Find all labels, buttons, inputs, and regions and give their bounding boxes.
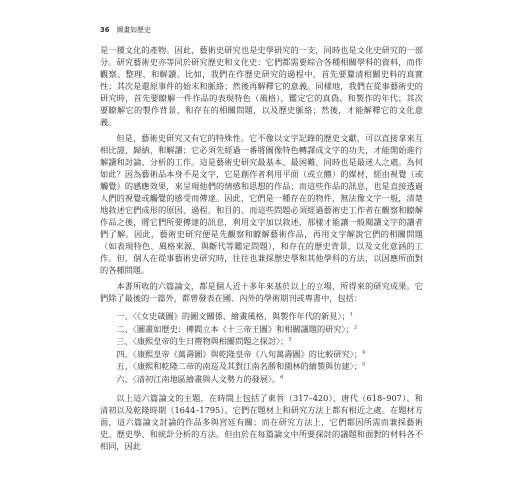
list-item	[116, 323, 423, 336]
footnote-ref: 1	[349, 311, 353, 318]
paper-title: 二、〈圖畫如歷史：傳閻立本《十三帝王圖》和相關議題的研究〉；	[116, 323, 354, 334]
page-number: 36	[100, 26, 110, 34]
list-item	[116, 348, 423, 361]
paragraph-art-history-specificity: 但是，藝術史研究又有它的特殊性。它不像以文字記錄的歷史文獻，可以直接拿來互相比證、歸納、和解讀；它必須先經過一番將圖像特色轉譯成文字的功夫，才能開始進行解讀和討論、分析的工作。這是藝術史研究最基本、最困難、同時也是最迷人之處。為何如此？因為藝術品本身不是文字，它是創作者利用平面（或立體）的媒材，經由視覺（或觸覺）的感應效果，來呈現他們的情感和思想的作品；而這些作品的訊息，也是直接透過人們的視覺或觸覺的感受而傳達。因此，它們是一種存在的物件，無法像文字一般，清楚地敘述它們成形的原因、過程、和目的。而這些問題必須經過藝術史工作者在觀察和瞭解作品之後，將它們所要傳達的訊息，利用文字加以敘述，那樣才能讓一般閱讀文字的讀者們了解。因此，藝術史研究便是先觀察和瞭解藝術作品，再用文字解說它們的相關問題（如表現特色、風格來源、與斷代等鑑定問題），和存在的歷史背景，以及文化意涵的工作。但，個人在從事藝術史研究時，往往也兼採歷史學和其他學科的方法，以因應所面對的各種問題。	[100, 133, 423, 275]
body-text	[100, 44, 423, 452]
footnote-ref: 2	[353, 323, 358, 330]
book-title: 圖畫如歷史	[116, 26, 151, 34]
list-item	[116, 360, 423, 373]
footnote-ref: 4	[362, 349, 366, 356]
footnote-ref: 5	[362, 361, 366, 368]
paper-title: 五、〈康熙和乾隆二帝的南巡及其對江南名勝和園林的繪製與仿建〉；	[116, 361, 363, 372]
paper-title: 四、〈康熙皇帝《萬壽圖》與乾隆皇帝《八旬萬壽圖》的比較研究〉；	[116, 348, 363, 359]
footnote-ref: 3	[288, 336, 292, 343]
paragraph-summary: 以上這六篇論文的主題，在時間上包括了東晉（317–420）、唐代（618–907）、和清初以及乾隆時期（1644–1795）。它們在題材上和研究方法上都有相近之處。在題材方面，這六篇論文討論的作品多與宮廷有關；而在研究方法上，它們都因所需而兼採藝術史、歷史學、和統計分析的方法。但由於在每篇論文中所要探討的議題和面對的材料各不相同，因此	[100, 392, 423, 451]
running-head	[100, 26, 151, 35]
paper-title: 六、〈清初江南地區繪畫與人文勢力的發展〉。	[116, 373, 281, 384]
list-item	[116, 373, 423, 386]
list-item	[116, 310, 423, 323]
paragraph-collected-papers: 本書所收的六篇論文，都是個人近十多年來基於以上的立場，所得來的研究成果。它們除了最後的一篇外，都曾發表在國、內外的學術期刊或專書中，包括：	[100, 281, 423, 303]
footnote-ref: 6	[280, 374, 284, 381]
list-item	[116, 335, 423, 348]
paragraph-continued: 是一種文化的產物。因此，藝術史研究也是史學研究的一支，同時也是文化史研究的一部分。研究藝術史亦等同於研究歷史和文化史：它們都需要綜合各種相關學科的資料，而作觀察、整理、和解讀。比如，我們在作歷史研究的過程中，首先要釐清相關史料的真實性；其次是還原事件的始末和脈絡；然後再解釋它的意義。同樣地，我們在從事藝術史的研究時，首先要瞭解一件作品的表現特色（風格），鑑定它的真偽、和製作的年代；其次要瞭解它的製作背景、和存在的相關問題，以及歷史脈絡；然後，才能解釋它的文化意義。	[100, 45, 423, 127]
paper-list	[100, 310, 423, 386]
paper-title: 一、〈《女史箴圖》的圖文關係、繪畫風格、與製作年代的新見〉；	[116, 311, 350, 321]
paper-title: 三、〈康熙皇帝的生日禮物與相關問題之探討〉；	[116, 336, 289, 347]
